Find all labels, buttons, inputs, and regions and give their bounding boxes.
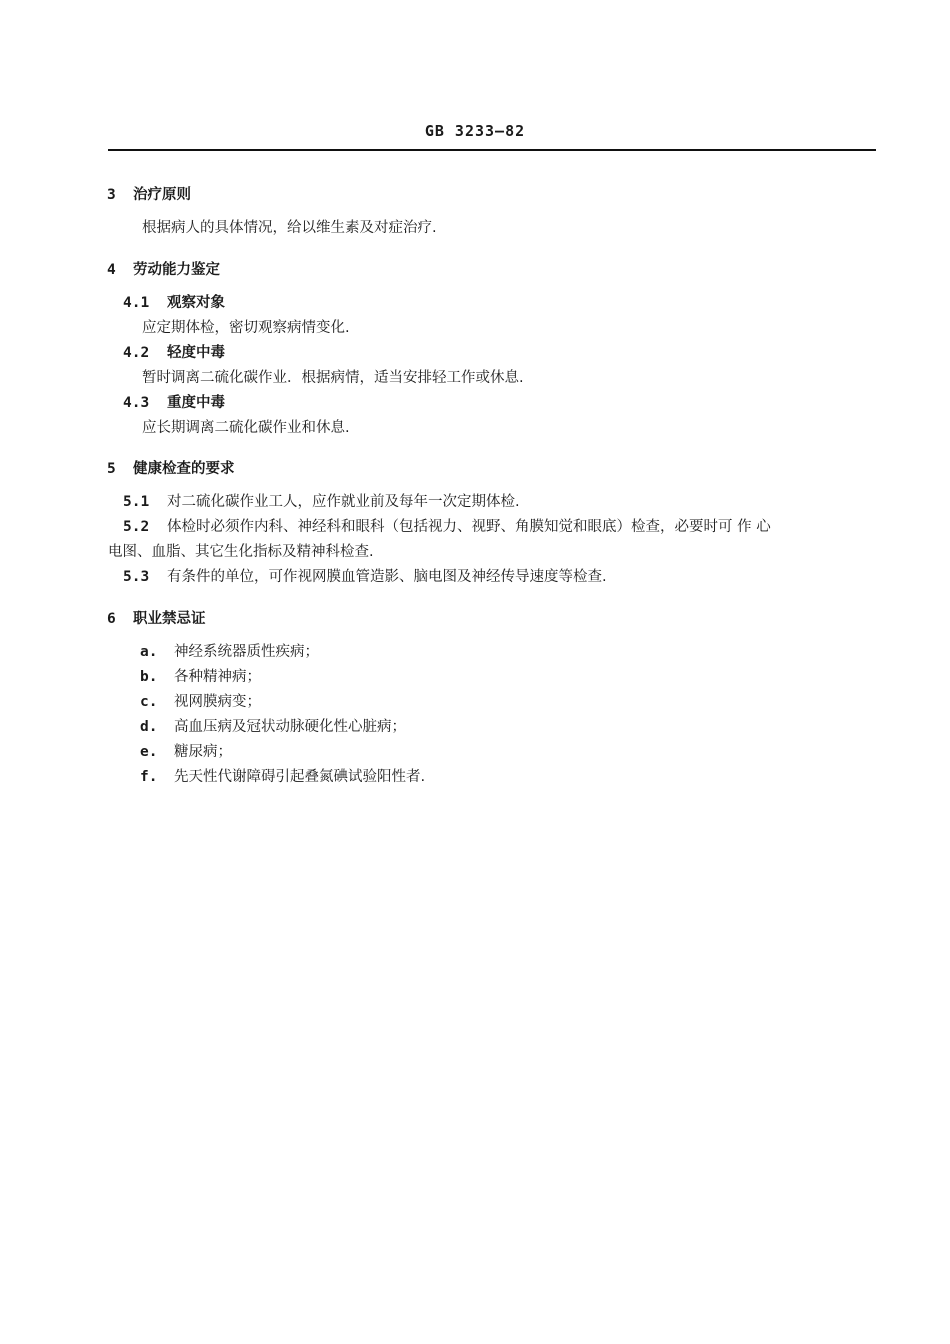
paragraph-5-1-text: 对二硫化碳作业工人，应作就业前及每年一次定期体检.	[167, 494, 520, 510]
paragraph-5-2-continuation: 电图、血脂、其它生化指标及精神科检查.	[108, 544, 374, 560]
section-4-heading: 4 劳动能力鉴定	[107, 262, 220, 278]
list-item-d: d. 高血压病及冠状动脉硬化性心脏病；	[140, 719, 406, 735]
section-3-body: 根据病人的具体情况，给以维生素及对症治疗.	[142, 220, 437, 236]
section-3-title: 治疗原则	[133, 187, 191, 203]
subsection-4-1-title: 观察对象	[167, 295, 225, 311]
list-item-e: e. 糖尿病；	[140, 744, 232, 760]
standard-code-header: GB 3233—82	[424, 122, 526, 140]
subsection-4-3-body: 应长期调离二硫化碳作业和休息.	[142, 420, 350, 436]
list-item-f: f. 先天性代谢障碍引起叠氮碘试验阳性者.	[140, 769, 426, 785]
section-4-title: 劳动能力鉴定	[133, 262, 220, 278]
header-rule	[108, 149, 876, 151]
subsection-4-2-title: 轻度中毒	[167, 345, 225, 361]
subsection-4-3-heading: 4.3 重度中毒	[123, 395, 225, 411]
section-5-title: 健康检查的要求	[133, 461, 235, 477]
section-3-heading: 3 治疗原则	[107, 187, 191, 203]
paragraph-5-2: 5.2 体检时必须作内科、神经科和眼科（包括视力、视野、角膜知觉和眼底）检查，必要时可 作 心	[123, 519, 771, 535]
subsection-4-2-heading: 4.2 轻度中毒	[123, 345, 225, 361]
subsection-4-1-body: 应定期体检，密切观察病情变化.	[142, 320, 350, 336]
section-6-title: 职业禁忌证	[133, 611, 206, 627]
paragraph-5-3: 5.3 有条件的单位，可作视网膜血管造影、脑电图及神经传导速度等检查.	[123, 569, 607, 585]
section-6-heading: 6 职业禁忌证	[107, 611, 206, 627]
subsection-4-2-body: 暂时调离二硫化碳作业．根据病情，适当安排轻工作或休息.	[142, 370, 524, 386]
list-item-b: b. 各种精神病；	[140, 669, 261, 685]
paragraph-5-2-text: 体检时必须作内科、神经科和眼科（包括视力、视野、角膜知觉和眼底）检查，必要时可 作 心	[167, 519, 771, 535]
paragraph-5-3-text: 有条件的单位，可作视网膜血管造影、脑电图及神经传导速度等检查.	[167, 569, 607, 585]
paragraph-5-1: 5.1 对二硫化碳作业工人，应作就业前及每年一次定期体检.	[123, 494, 520, 510]
subsection-4-1-heading: 4.1 观察对象	[123, 295, 225, 311]
subsection-4-3-title: 重度中毒	[167, 395, 225, 411]
list-item-c: c. 视网膜病变；	[140, 694, 261, 710]
section-5-heading: 5 健康检查的要求	[107, 461, 235, 477]
list-item-a: a. 神经系统器质性疾病；	[140, 644, 319, 660]
